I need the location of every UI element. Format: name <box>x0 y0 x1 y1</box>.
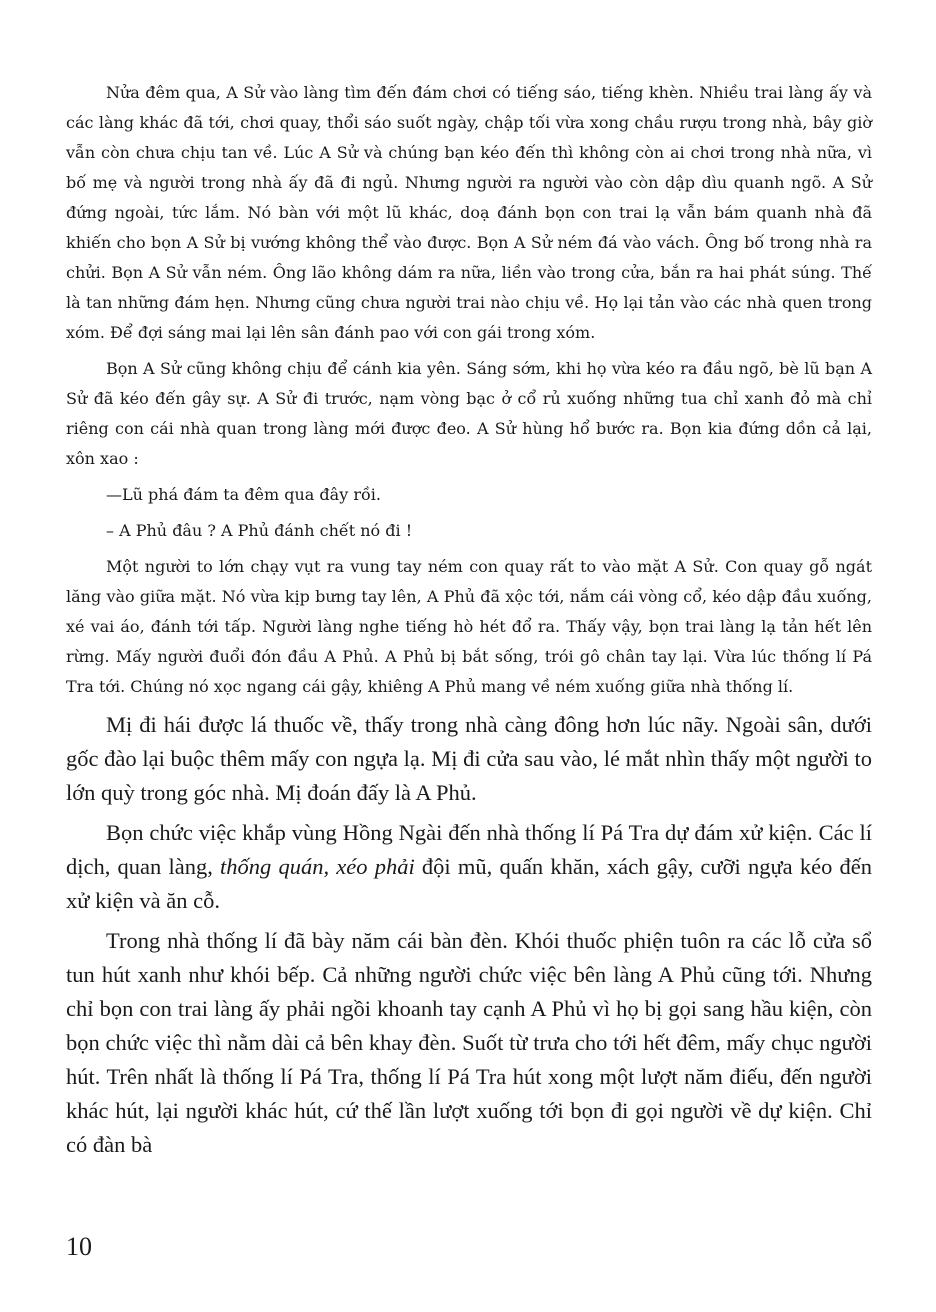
paragraph-officials-text-1: Bọn chức việc khắp vùng Hồng Ngài đến nhà thống lí Pá Tra dự đám xử kiện. Các lí dịch, quan làng, <box>66 820 872 879</box>
paragraph-officials-text-2: đội mũ, quấn khăn, xách gậy, cưỡi ngựa kéo đến xử kiện và ăn cỗ. <box>66 854 872 913</box>
dialog-line-2: – A Phủ đâu ? A Phủ đánh chết nó đi ! <box>106 521 413 540</box>
paragraph-night-fight: Nửa đêm qua, A Sử vào làng tìm đến đám chơi có tiếng sáo, tiếng khèn. Nhiều trai làng ấy và các làng khác đã tới, chơi quay, thổi sáo suốt ngày, chập tối vừa xong chầu rượu trong nhà, bây giờ vẫn còn chưa chịu tan về. Lúc A Sử và chúng bạn kéo đến thì không còn ai chơi trong nhà nữa, vì bố mẹ và người trong nhà ấy đã đi ngủ. Nhưng người ra người vào còn dập dìu quanh ngõ. A Sử đứng ngoài, tức lắm. Nó bàn với một lũ khác, doạ đánh bọn con trai lạ vẫn bám quanh nhà đã khiến cho bọn A Sử bị vướng không thể vào được. Bọn A Sử ném đá vào vách. Ông bố trong nhà ra chửi. Bọn A Sử vẫn ném. Ông lão không dám ra nữa, liền vào trong cửa, bắn ra hai phát súng. Thế là tan những đám hẹn. Nhưng cũng chưa người trai nào chịu về. Họ lại tản vào các nhà quen trong xóm. Để đợi sáng mai lại lên sân đánh pao với con gái trong xóm. <box>66 83 872 342</box>
page-body <box>66 78 872 1168</box>
page-number: 10 <box>66 1232 92 1261</box>
paragraph-mi-returns: Mị đi hái được lá thuốc về, thấy trong nhà càng đông hơn lúc nãy. Ngoài sân, dưới gốc đào lại buộc thêm mấy con ngựa lạ. Mị đi cửa sau vào, lé mắt nhìn thấy một người to lớn quỳ trong góc nhà. Mị đoán đấy là A Phủ. <box>66 712 872 805</box>
paragraph-officials-italic: thống quán, xéo phải <box>220 854 415 879</box>
paragraph-officials-arrive <box>66 816 872 918</box>
paragraph-opium-lamps: Trong nhà thống lí đã bày năm cái bàn đèn. Khói thuốc phiện tuôn ra các lỗ cửa sổ tun hút xanh như khói bếp. Cả những người chức việc bên làng A Phủ cũng tới. Nhưng chỉ bọn con trai làng ấy phải ngồi khoanh tay cạnh A Phủ vì họ bị gọi sang hầu kiện, còn bọn chức việc thì nằm dài cả bên khay đèn. Suốt từ trưa cho tới hết đêm, mấy chục người hút. Trên nhất là thống lí Pá Tra, thống lí Pá Tra hút xong một lượt năm điếu, đến người khác hút, lại người khác hút, cứ thế lần lượt xuống tới bọn đi gọi người về dự kiện. Chỉ có đàn bà <box>66 928 872 1157</box>
paragraph-morning-fight: Bọn A Sử cũng không chịu để cánh kia yên. Sáng sớm, khi họ vừa kéo ra đầu ngõ, bè lũ bạn A Sử đã kéo đến gây sự. A Sử đi trước, nạm vòng bạc ở cổ rủ xuống những tua chỉ xanh đỏ mà chỉ riêng con cái nhà quan trong làng mới được đeo. A Sử hùng hổ bước ra. Bọn kia đứng dồn cả lại, xôn xao : <box>66 359 872 468</box>
dialog-line-1: —Lũ phá đám ta đêm qua đây rồi. <box>106 485 381 504</box>
paragraph-a-phu-captured: Một người to lớn chạy vụt ra vung tay ném con quay rất to vào mặt A Sử. Con quay gỗ ngát lăng vào giữa mặt. Nó vừa kịp bưng tay lên, A Phủ đã xộc tới, nắm cái vòng cổ, kéo dập đầu xuống, xé vai áo, đánh tới tấp. Người làng nghe tiếng hò hét đổ ra. Thấy vậy, bọn trai làng lạ tản hết lên rừng. Mấy người đuổi đón đầu A Phủ. A Phủ bị bắt sống, trói gô chân tay lại. Vừa lúc thống lí Pá Tra tới. Chúng nó xọc ngang cái gậy, khiêng A Phủ mang về ném xuống giữa nhà thống lí. <box>66 557 872 696</box>
